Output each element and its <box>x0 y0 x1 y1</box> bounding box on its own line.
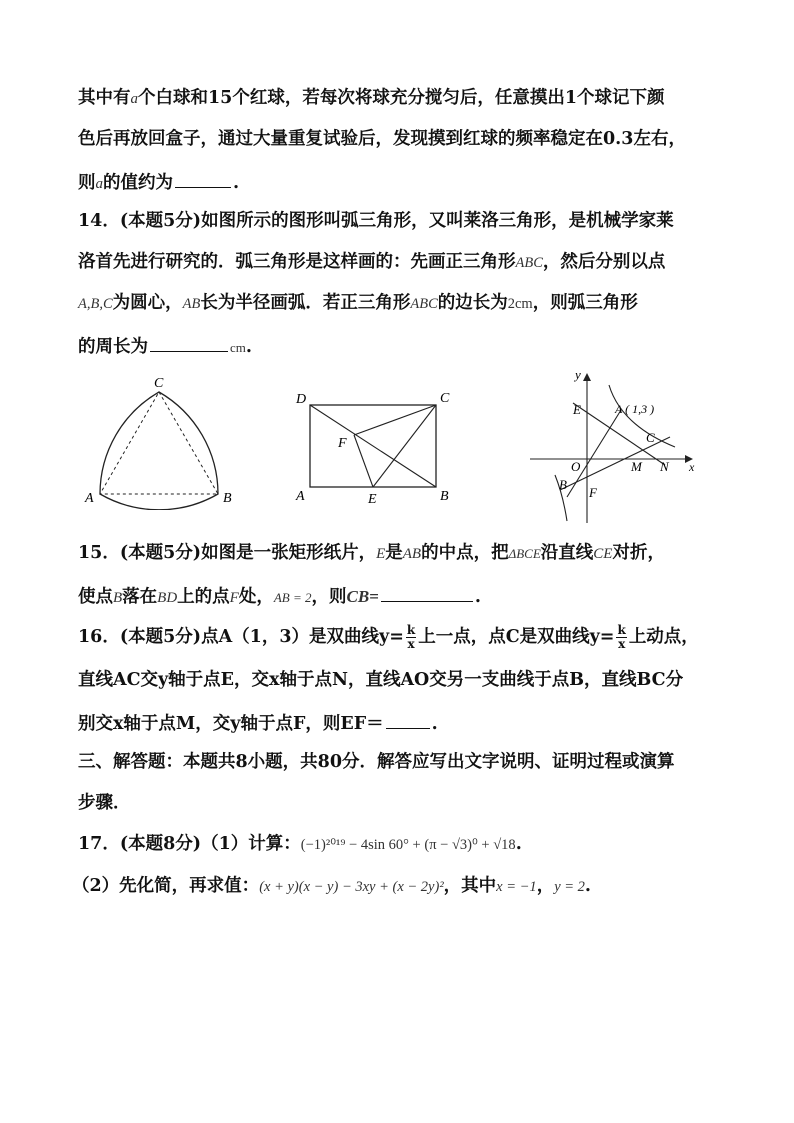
label-m: M <box>631 459 642 474</box>
section-heading: 步骤． <box>78 793 131 813</box>
label-a: A ( 1,3 ) <box>615 402 655 416</box>
q14-text: 14．(本题5分)如图所示的图形叫弧三角形，又叫莱洛三角形，是机械学家莱 <box>78 211 674 231</box>
text-line: 色后再放回盒子，通过大量重复试验后，发现摸到红球的频率稳定在0.3左右， <box>78 129 686 149</box>
label-y: y <box>575 367 581 382</box>
variable-a: a <box>95 176 103 192</box>
label-b: B <box>559 477 567 492</box>
q16-text: 别交x轴于点M，交y轴于点F，则EF＝ . <box>78 711 734 735</box>
label-x: x <box>689 460 695 474</box>
label-a: A <box>296 489 305 504</box>
fraction-k-over-x: $\frac{k}{x}$ <box>617 623 626 652</box>
label-c: C <box>154 376 164 391</box>
q15-text: 15．(本题5分)如图是一张矩形纸片，E是AB的中点，把ΔBCE沿直线CE对折， <box>78 543 665 563</box>
variable-a: a <box>130 91 138 107</box>
label-f: F <box>589 485 597 500</box>
rectangle-fold-figure <box>290 385 460 510</box>
q15-text: 使点B落在BD上的点F处，AB = 2，则CB= . <box>78 584 734 608</box>
q14-text: 洛首先进行研究的．弧三角形是这样画的：先画正三角形ABC，然后分别以点 <box>78 252 666 272</box>
section-heading: 三、解答题：本题共8小题，共80分．解答应写出文字说明、证明过程或演算 <box>78 752 675 772</box>
answer-blank[interactable] <box>175 170 231 188</box>
q17-part1: 17．(本题8分)（1）计算：(−1)²⁰¹⁹ − 4sin 60° + (π − √3)⁰ + √18. <box>78 834 522 854</box>
math-expression: (−1)²⁰¹⁹ − 4sin 60° + (π − √3)⁰ + √18 <box>300 837 516 853</box>
q16-text: 16．(本题5分)点A（1，3）是双曲线y= $\frac{k}{x}$ 上一点，点C是双曲线y= $\frac{k}{x}$ 上动点， <box>78 623 699 652</box>
q14-text: A,B,C为圆心，AB长为半径画弧．若正三角形ABC的边长为2cm，则弧三角形 <box>78 293 638 313</box>
label-o: O <box>571 459 581 474</box>
q16-text: 直线AC交y轴于点E，交x轴于点N，直线AO交另一支曲线于点B，直线BC分 <box>78 670 684 690</box>
label-c: C <box>646 430 655 445</box>
hyperbola-coordinate-figure <box>525 365 705 527</box>
answer-blank[interactable] <box>150 334 228 352</box>
label-b: B <box>223 491 232 506</box>
label-a: A <box>85 491 94 506</box>
reuleaux-triangle-figure <box>82 372 242 510</box>
label-d: D <box>296 392 307 407</box>
label-e: E <box>368 492 377 507</box>
text-line: 其中有a个白球和15个红球，若每次将球充分搅匀后，任意摸出1个球记下颜 <box>78 88 665 108</box>
text-line: 则a的值约为 . <box>78 170 734 194</box>
fraction-k-over-x: $\frac{k}{x}$ <box>406 623 416 652</box>
label-f: F <box>338 436 347 451</box>
math-expression: (x + y)(x − y) − 3xy + (x − 2y)² <box>259 879 444 895</box>
answer-blank[interactable] <box>381 584 473 602</box>
answer-blank[interactable] <box>386 711 430 729</box>
label-e: E <box>573 402 581 417</box>
label-n: N <box>660 459 669 474</box>
label-c: C <box>440 391 450 406</box>
q14-text: 的周长为 cm. <box>78 334 734 358</box>
label-b: B <box>440 489 449 504</box>
q17-part2: （2）先化简，再求值：(x + y)(x − y) − 3xy + (x − 2y)²，其中x = −1，y = 2. <box>72 876 592 896</box>
